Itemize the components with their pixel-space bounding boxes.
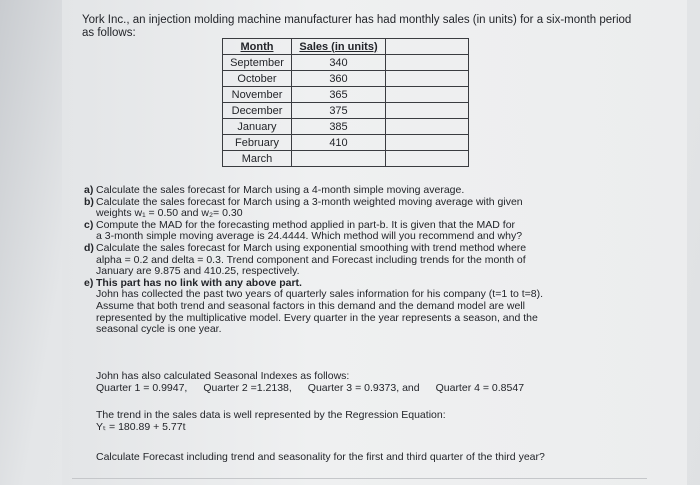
table-row (223, 135, 469, 151)
sales-table (222, 38, 469, 167)
question-line: seasonal cycle is one year. (96, 323, 222, 336)
table-row (223, 87, 469, 103)
seasonal-heading: John has also calculated Seasonal Indexes as follows: (96, 370, 350, 382)
cell-blank (386, 135, 469, 151)
question-label: b) (84, 195, 94, 208)
cell-sales: 360 (292, 71, 386, 87)
table-row (223, 151, 469, 167)
question-line: represented by the multiplicative model. Every quarter in the year represents a season, and the (96, 311, 538, 324)
seasonal-q4: Quarter 4 = 0.8547 (435, 382, 525, 394)
question-line: alpha = 0.2 and delta = 0.3. Trend component and Forecast including trends for the month of (96, 253, 526, 266)
question-line: John has collected the past two years of quarterly sales information for his company (t=1 to t=8). (96, 288, 544, 301)
trend-equation: Yₜ = 180.89 + 5.77t (96, 421, 186, 433)
cell-sales: 340 (292, 55, 386, 71)
cell-month: October (223, 71, 292, 87)
cell-sales (292, 151, 386, 167)
cell-blank (386, 55, 469, 71)
cell-month: March (223, 151, 292, 167)
question-text (96, 278, 644, 336)
seasonal-q1: Quarter 1 = 0.9947, (96, 382, 188, 394)
table-row (223, 55, 469, 71)
column-header-sales: Sales (in units) (292, 39, 386, 55)
cell-month: November (223, 87, 292, 103)
cell-blank (386, 87, 469, 103)
question-line: Calculate the sales forecast for March using exponential smoothing with trend method where (96, 241, 527, 254)
column-header-month: Month (223, 39, 292, 55)
cell-month: December (223, 103, 292, 119)
question-line: a 3-month simple moving average is 24.4444. Which method will you recommend and why? (96, 230, 523, 243)
question-label: a) (84, 184, 94, 196)
question-b (84, 197, 644, 220)
question-label: c) (84, 218, 94, 231)
document-page (62, 0, 687, 485)
question-line: January are 9.875 and 410.25, respectively. (96, 265, 300, 278)
final-question: Calculate Forecast including trend and seasonality for the first and third quarter of the third year? (96, 451, 545, 463)
cell-sales: 375 (292, 103, 386, 119)
seasonal-q2: Quarter 2 =1.2138, (203, 382, 292, 394)
question-label: d) (84, 241, 94, 254)
question-d (84, 243, 644, 278)
cell-month: September (223, 55, 292, 71)
question-text (96, 243, 644, 278)
question-text (96, 220, 644, 243)
cell-sales: 385 (292, 119, 386, 135)
question-line: weights w₁ = 0.50 and w₂= 0.30 (96, 207, 243, 220)
question-e (84, 278, 644, 336)
table-row (223, 71, 469, 87)
seasonal-indexes-block (96, 370, 636, 394)
table-row (223, 119, 469, 135)
trend-block (96, 409, 636, 433)
cell-sales: 410 (292, 135, 386, 151)
table-row (223, 103, 469, 119)
question-line: Assume that both trend and seasonal factors in this demand and the demand model are well (96, 299, 526, 312)
page-bottom-divider (72, 478, 647, 479)
question-text: Calculate the sales forecast for March using a 4-month simple moving average. (96, 184, 465, 196)
question-line: Calculate the sales forecast for March using a 3-month weighted moving average with given (96, 195, 523, 208)
seasonal-q3: Quarter 3 = 0.9373, and (307, 382, 420, 394)
cell-month: February (223, 135, 292, 151)
problem-intro: York Inc., an injection molding machine manufacturer has had monthly sales (in units) for a six-month period as follows: (82, 14, 632, 39)
question-list (84, 185, 644, 336)
cell-blank (386, 119, 469, 135)
column-header-blank (386, 39, 469, 55)
question-label: e) (84, 276, 94, 289)
table-header-row (223, 39, 469, 55)
cell-blank (386, 151, 469, 167)
seasonal-values (96, 382, 636, 394)
trend-heading: The trend in the sales data is well represented by the Regression Equation: (96, 409, 446, 421)
cell-blank (386, 103, 469, 119)
cell-month: January (223, 119, 292, 135)
question-line: Compute the MAD for the forecasting method applied in part-b. It is given that the MAD for (96, 218, 516, 231)
question-text (96, 197, 644, 220)
question-c (84, 220, 644, 243)
cell-blank (386, 71, 469, 87)
cell-sales: 365 (292, 87, 386, 103)
question-heading: This part has no link with any above part. (96, 276, 302, 289)
